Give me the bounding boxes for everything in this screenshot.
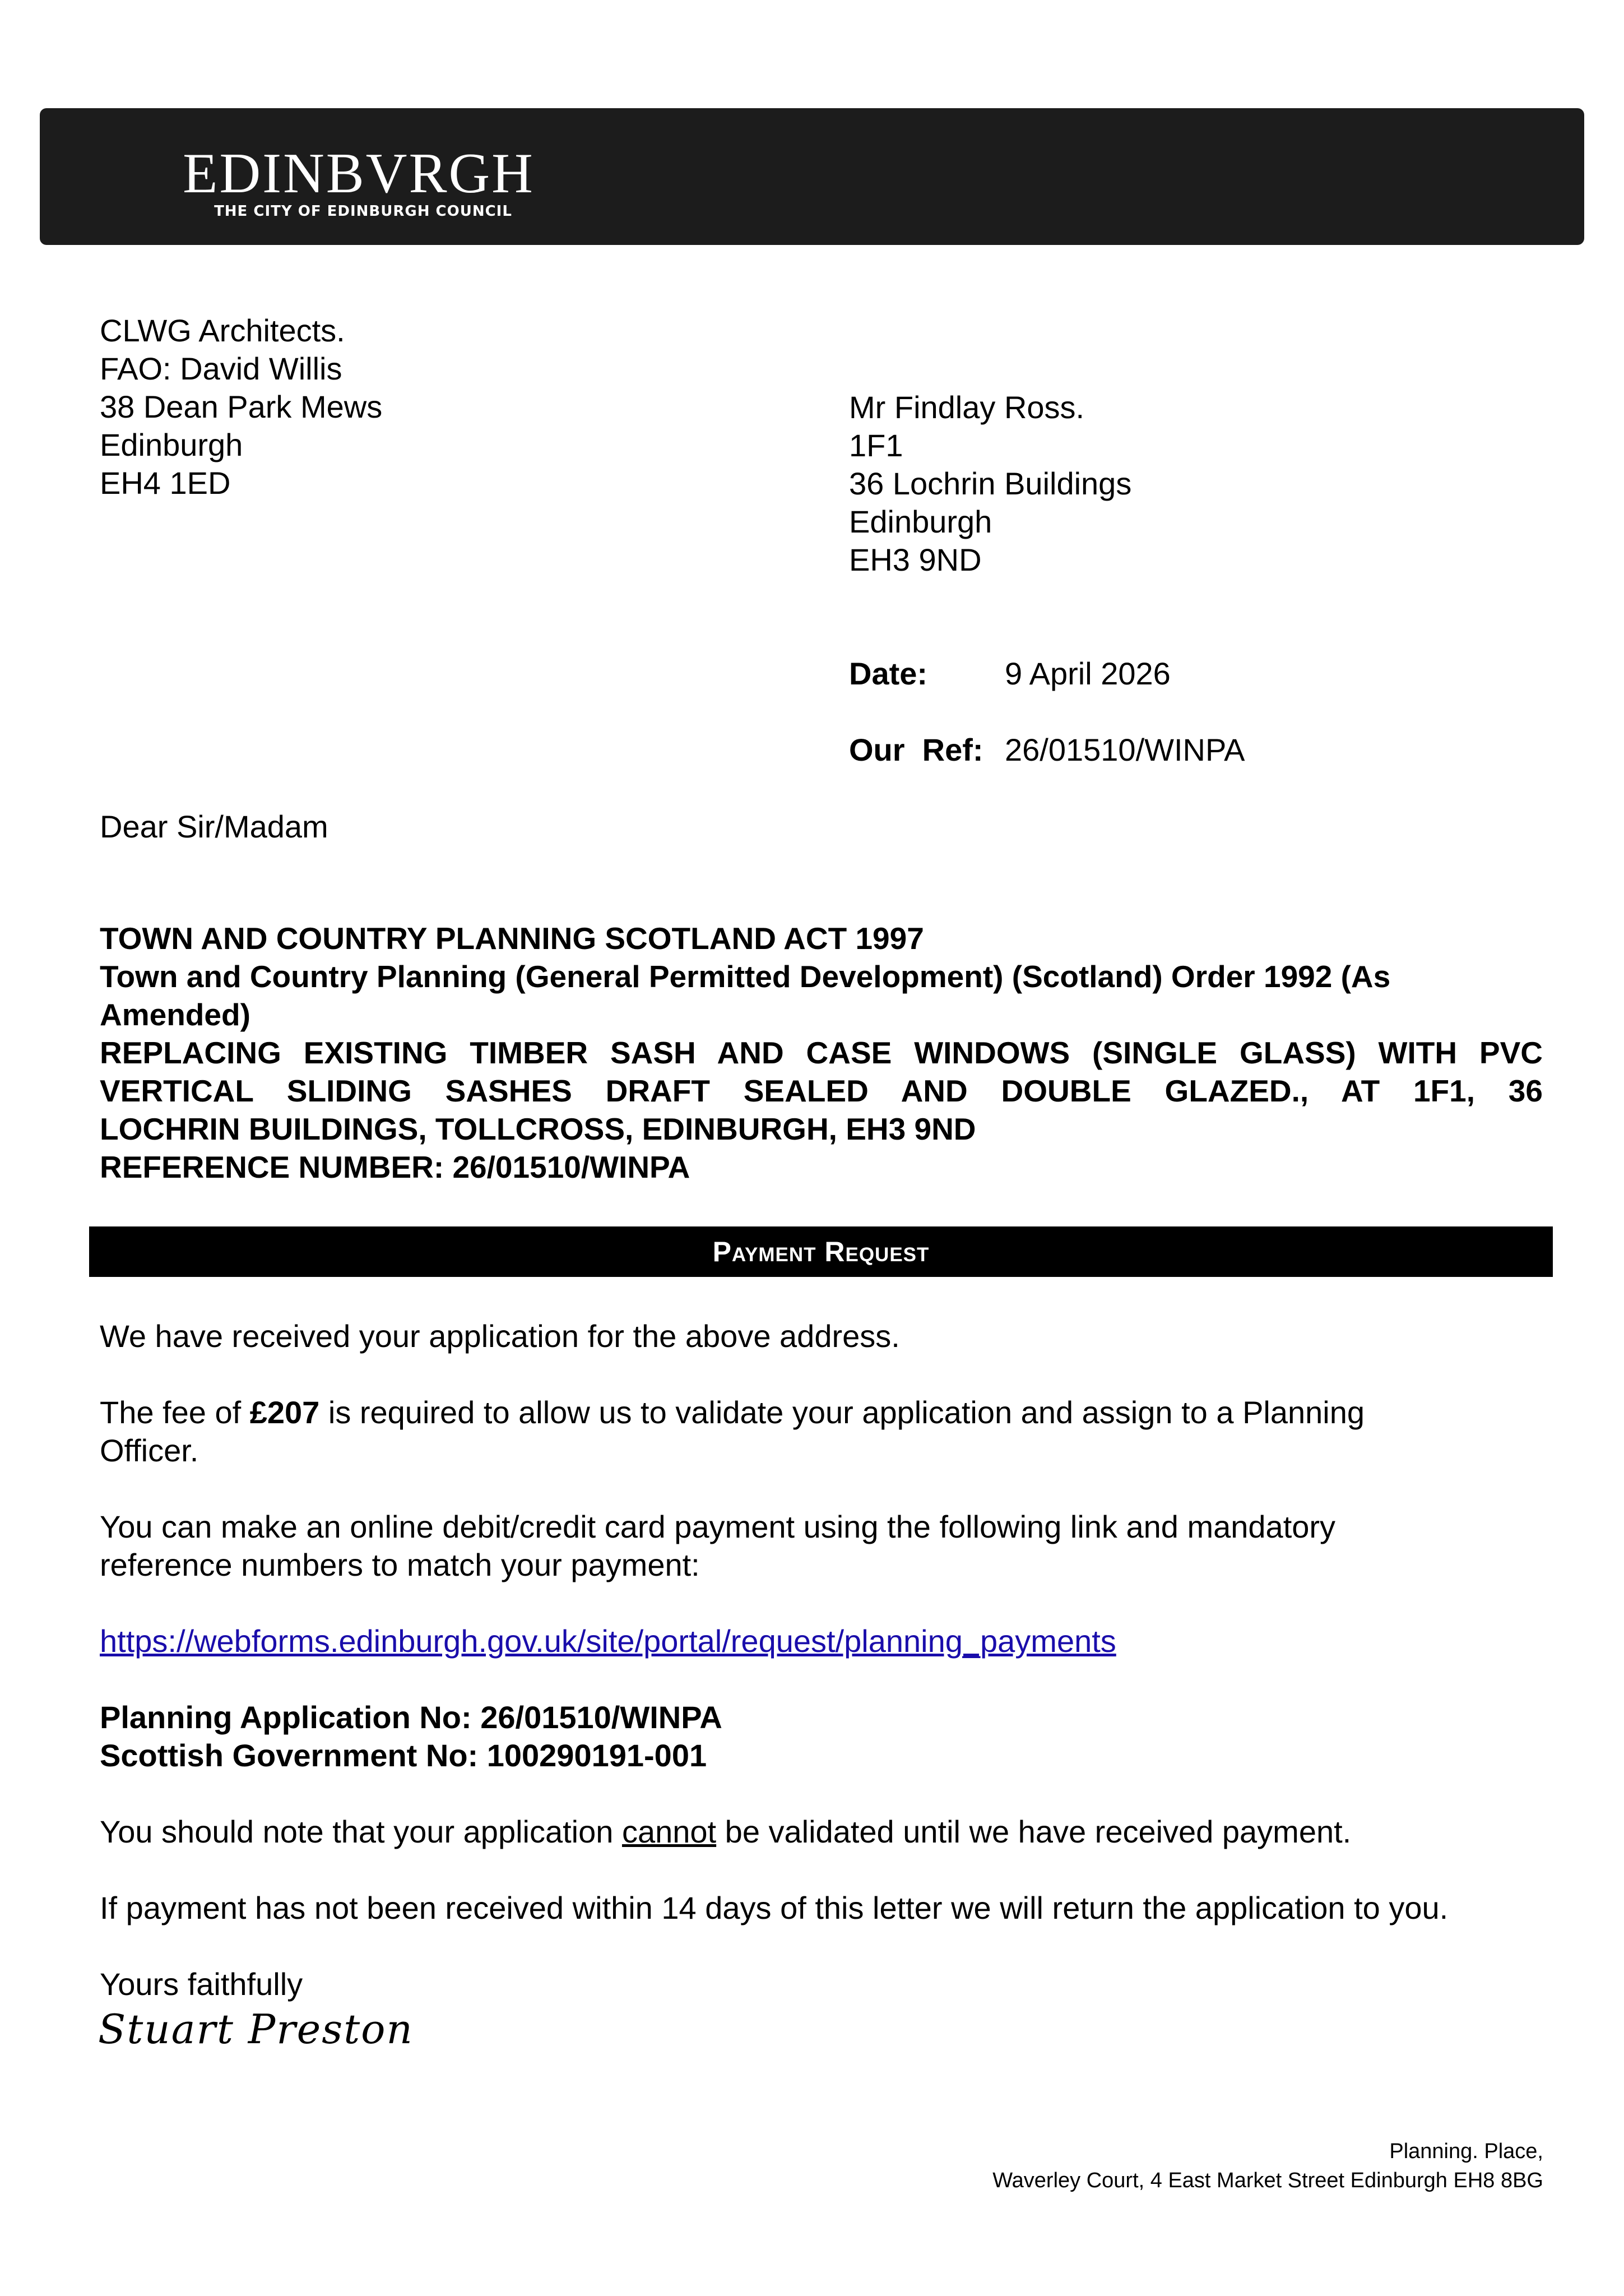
recipient-line: Edinburgh [849, 504, 992, 539]
subject-proposal: VERTICAL SLIDING SASHES DRAFT SEALED AND DOUBLE GLAZED., AT 1F1, 36 [100, 1073, 1543, 1108]
ref-label: Our Ref: [849, 732, 983, 767]
payment-request-heading: Payment Request [89, 1226, 1553, 1277]
date-label: Date: [849, 656, 928, 691]
reference-numbers [100, 1698, 722, 1775]
footer-line-1: Planning. Place, [1389, 2140, 1543, 2163]
payment-link-wrap [100, 1622, 1116, 1660]
online-payment-paragraph [100, 1508, 1335, 1584]
subject-act: TOWN AND COUNTRY PLANNING SCOTLAND ACT 1997 [100, 921, 924, 956]
sender-line: 38 Dean Park Mews [100, 389, 383, 424]
received-text: We have received your application for the above address. [100, 1318, 900, 1354]
validation-note [100, 1813, 1351, 1851]
fee-prefix: The fee of [100, 1395, 250, 1430]
subject-proposal: LOCHRIN BUILDINGS, TOLLCROSS, EDINBURGH, EH3 9ND [100, 1112, 976, 1146]
scottish-government-number: Scottish Government No: 100290191-001 [100, 1738, 707, 1773]
note-suffix: be validated until we have received payment. [716, 1814, 1352, 1849]
recipient-line: EH3 9ND [849, 542, 982, 577]
date-value: 9 April 2026 [1005, 656, 1171, 691]
online-line-1: You can make an online debit/credit card payment using the following link and mandatory [100, 1509, 1336, 1544]
salutation: Dear Sir/Madam [100, 809, 328, 844]
fee-amount: £207 [249, 1395, 320, 1430]
fee-suffix: is required to allow us to validate your application and assign to a Planning [319, 1395, 1365, 1430]
subject-order-cont: Amended) [100, 997, 250, 1032]
subject-reference: REFERENCE NUMBER: 26/01510/WINPA [100, 1150, 690, 1184]
online-line-2: reference numbers to match your payment: [100, 1547, 700, 1582]
recipient-line: 1F1 [849, 428, 903, 463]
note-prefix: You should note that your application [100, 1814, 622, 1849]
fee-paragraph [100, 1394, 1365, 1470]
sender-line: EH4 1ED [100, 465, 231, 501]
council-logo [157, 143, 560, 227]
sender-line: CLWG Architects. [100, 313, 345, 348]
sender-line: Edinburgh [100, 427, 243, 462]
recipient-address [849, 388, 1131, 579]
subject-block [100, 919, 1543, 1186]
recipient-line: 36 Lochrin Buildings [849, 466, 1132, 501]
fee-line-2: Officer. [100, 1433, 199, 1468]
note-emphasis: cannot [621, 1814, 717, 1849]
subject-order: Town and Country Planning (General Permitted Development) (Scotland) Order 1992 (As [100, 959, 1391, 994]
sender-line: FAO: David Willis [100, 351, 342, 386]
planning-application-number: Planning Application No: 26/01510/WINPA [100, 1700, 722, 1735]
signature: Stuart Preston [98, 2006, 414, 2053]
ref-value: 26/01510/WINPA [1005, 732, 1245, 767]
closing: Yours faithfully [100, 1966, 303, 2002]
return-notice: If payment has not been received within 14 days of this letter we will return the application to you. [100, 1890, 1449, 1925]
logo-subtitle: THE CITY OF EDINBURGH COUNCIL [214, 203, 512, 220]
payment-link[interactable]: https://webforms.edinburgh.gov.uk/site/portal/request/planning_payments [100, 1623, 1116, 1659]
logo-wordmark: EDINBVRGH [183, 142, 535, 205]
sender-address [100, 312, 382, 502]
recipient-line: Mr Findlay Ross. [849, 390, 1085, 425]
footer-line-2: Waverley Court, 4 East Market Street Edinburgh EH8 8BG [992, 2169, 1543, 2192]
subject-proposal: REPLACING EXISTING TIMBER SASH AND CASE WINDOWS (SINGLE GLASS) WITH PVC [100, 1035, 1543, 1070]
